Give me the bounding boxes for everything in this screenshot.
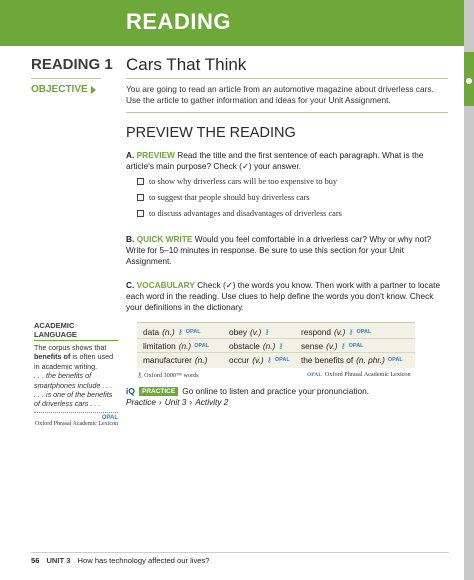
vocab-word-text: sense (301, 341, 324, 351)
opal-tag: OPAL (356, 329, 372, 335)
part-of-speech: (v.) (326, 341, 338, 351)
path-item[interactable]: Practice (126, 397, 156, 407)
opal-tag: OPAL (387, 357, 403, 363)
aside-lexicon: Oxford Phrasal Academic Lexicon (34, 420, 118, 427)
objective-text-label: OBJECTIVE (31, 84, 88, 95)
part-of-speech: (n.) (194, 355, 208, 365)
section-keyword: QUICK WRITE (136, 234, 193, 244)
key-icon: ⚷ (278, 343, 284, 350)
aside-text (34, 343, 118, 371)
key-icon: ⚷ (266, 357, 272, 364)
option-label: to suggest that people should buy driverless cars (149, 193, 310, 202)
vocabulary-box (137, 322, 415, 368)
aside-heading: ACADEMIC LANGUAGE (34, 321, 118, 341)
option-label: to show why driverless cars will be too expensive to buy (149, 177, 338, 186)
unit-label: UNIT 3 (46, 556, 71, 565)
reading-label: READING 1 (31, 56, 113, 73)
preview-heading: PREVIEW THE READING (126, 125, 296, 141)
section-letter: A. (126, 150, 135, 160)
part-of-speech: (n.) (162, 327, 175, 337)
checkbox[interactable] (137, 194, 144, 201)
iq-logo: iQ (126, 386, 135, 396)
key-icon: ⚷ (264, 329, 270, 336)
section-text: Read the title and the first sentence of each paragraph. What is the article's main purpose? Check (✓) your answer. (126, 150, 424, 171)
vocab-word-text: data (143, 327, 160, 337)
vocab-word-text: respond (301, 327, 331, 337)
opal-legend (307, 371, 411, 378)
vocab-word (301, 327, 371, 337)
aside-example-text: . . . the benefits of smartphones include . . . (34, 371, 113, 390)
practice-path[interactable] (126, 397, 228, 407)
section-text: Would you feel comfortable in a driverless car? Why or why not? Write for 5–10 minutes in response. Be sure to use this section for your Unit Assignment. (126, 234, 432, 266)
objective-label (31, 84, 96, 95)
opal-logo: OPAL (307, 371, 322, 378)
section-title: READING (126, 9, 231, 34)
part-of-speech: (v.) (250, 327, 262, 337)
vocab-word-text: the benefits of (301, 355, 354, 365)
oxford-legend-text: Oxford 3000™ words (144, 371, 199, 379)
section-a (126, 150, 446, 172)
part-of-speech: (n. phr.) (356, 355, 385, 365)
divider (31, 552, 449, 553)
oxford-legend (137, 371, 199, 379)
section-letter: C. (126, 280, 135, 290)
section-keyword: VOCABULARY (136, 280, 195, 290)
answer-option[interactable] (137, 177, 337, 186)
vocab-word (229, 327, 270, 337)
part-of-speech: (n.) (178, 341, 192, 351)
divider (126, 112, 448, 113)
opal-tag: OPAL (194, 343, 210, 349)
section-letter: B. (126, 234, 135, 244)
chevron-right-icon: › (158, 397, 162, 407)
vocab-word-text: occur (229, 355, 250, 365)
page-number: 56 (31, 556, 40, 565)
part-of-speech: (v.) (333, 327, 346, 337)
vocab-word (229, 355, 290, 365)
opal-tag: OPAL (185, 329, 201, 335)
vocab-word-text: manufacturer (143, 355, 192, 365)
aside-footer (34, 412, 118, 427)
page-footer (31, 556, 210, 565)
divider (137, 338, 415, 339)
key-icon: ⚷ (348, 329, 354, 336)
path-item[interactable]: Unit 3 (164, 397, 187, 407)
triangle-right-icon (91, 86, 96, 94)
opal-tag: OPAL (274, 357, 290, 363)
key-icon: ⚷ (177, 329, 183, 336)
opal-legend-text: Oxford Phrasal Academic Lexicon (324, 371, 411, 378)
checkbox[interactable] (137, 210, 144, 217)
part-of-speech: (n.) (262, 341, 276, 351)
path-item[interactable]: Activity 2 (195, 397, 229, 407)
practice-badge: PRACTICE (139, 387, 178, 396)
vocab-word (301, 355, 403, 365)
vocab-word (143, 341, 209, 351)
divider (126, 78, 448, 79)
divider (31, 78, 101, 79)
divider (137, 352, 415, 353)
key-icon: ⚷ (137, 371, 143, 379)
aside-example (34, 371, 118, 390)
key-icon: ⚷ (340, 343, 346, 350)
section-c (126, 280, 446, 313)
answer-option[interactable] (137, 209, 342, 218)
vocab-word-text: obstacle (229, 341, 260, 351)
section-keyword: PREVIEW (136, 150, 175, 160)
section-text: Check (✓) the words you know. Then work with a partner to locate each word in the reading. Use clues to help define the words you don't know. Check your definitions in the dictionary. (126, 280, 441, 312)
aside-text-part: is often used in academic writing. (34, 352, 114, 371)
opal-tag: OPAL (348, 343, 364, 349)
vocab-word (143, 355, 207, 365)
academic-language-box (34, 321, 118, 427)
option-label: to discuss advantages and disadvantages of driverless cars (149, 209, 342, 218)
section-b (126, 234, 446, 267)
opal-logo: OPAL (101, 414, 118, 421)
checkbox[interactable] (137, 178, 144, 185)
section-banner (0, 0, 474, 46)
chevron-right-icon: › (189, 397, 193, 407)
aside-example (34, 390, 118, 409)
vocab-word (229, 341, 284, 351)
article-title: Cars That Think (126, 55, 247, 74)
vocab-word-text: limitation (143, 341, 176, 351)
edge-dot-icon (466, 78, 472, 84)
vocab-word (301, 341, 364, 351)
answer-option[interactable] (137, 193, 310, 202)
aside-example-text: . . . is one of the benefits of driverless cars . . . (34, 390, 113, 409)
practice-line (126, 386, 369, 396)
part-of-speech: (v.) (252, 355, 264, 365)
practice-text: Go online to listen and practice your pronunciation. (182, 386, 370, 396)
unit-question: How has technology affected our lives? (77, 556, 210, 565)
vocab-word (143, 327, 201, 337)
aside-text-part: The corpus shows that (34, 343, 107, 352)
aside-bold: benefits of (34, 352, 71, 362)
objective-text: You are going to read an article from an automotive magazine about driverless cars. Use the article to gather information and ideas for your Unit Assignment. (126, 84, 434, 105)
vocab-word-text: obey (229, 327, 247, 337)
